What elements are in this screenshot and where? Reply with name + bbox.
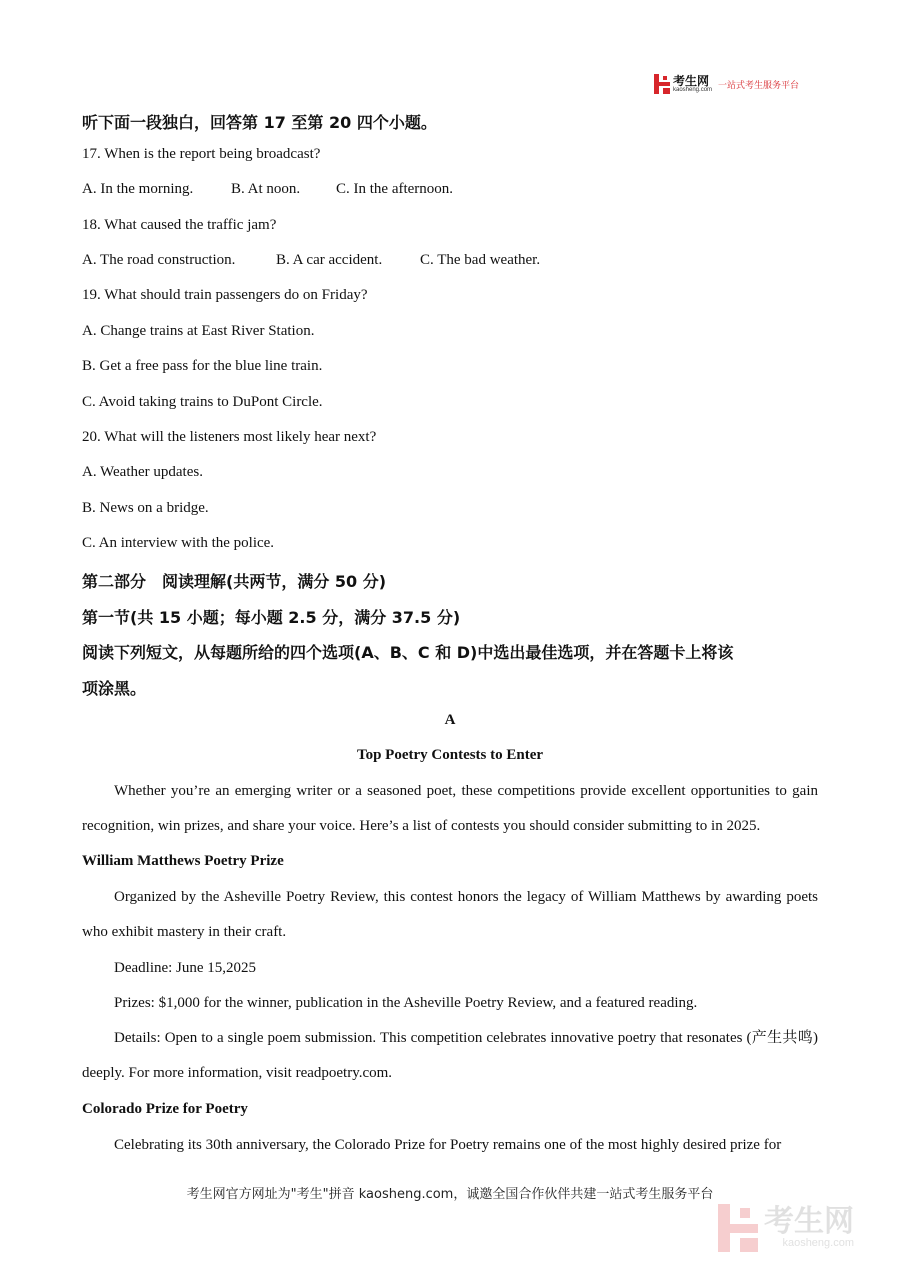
watermark-text-en: kaosheng.com [782,1237,854,1249]
logo-text-en: kaosheng.com [673,87,713,93]
logo-slogan: 一站式考生服务平台 [718,80,800,91]
option-20a: A. Weather updates. [82,464,203,480]
contest1-prizes: Prizes: $1,000 for the winner, publication in the Asheville Poetry Review, and a featured reading. [114,995,698,1011]
page-footer: 考生网官方网址为"考生"拼音 kaosheng.com，诚邀全国合作伙伴共建一站式考生服务平台 [186,1187,714,1202]
question-18-options [82,252,540,269]
option-19a: A. Change trains at East River Station. [82,323,315,339]
question-20: 20. What will the listeners most likely hear next? [82,429,377,445]
option-18c: C. The bad weather. [420,252,541,268]
question-18: 18. What caused the traffic jam? [82,217,277,233]
reading-instruction-line1: 阅读下列短文，从每题所给的四个选项(A、B、C 和 D)中选出最佳选项，并在答题卡上将该 [82,643,734,662]
question-19: 19. What should train passengers do on Friday? [82,287,368,303]
contest1-deadline: Deadline: June 15,2025 [114,960,257,976]
passage-title: Top Poetry Contests to Enter [356,747,544,763]
option-17c: C. In the afternoon. [336,181,454,197]
contest1-details: Details: Open to a single poem submission. This competition celebrates innovative poetry that resonates (产生共鸣) deeply. For more information, visit readpoetry.com. [82,1030,818,1082]
option-20c: C. An interview with the police. [82,535,275,551]
kaosheng-logo-icon [654,74,670,94]
option-18a: A. The road construction. [82,252,236,268]
watermark-logo-icon [718,1204,758,1252]
subsection-title: 第一节(共 15 小题；每小题 2.5 分，满分 37.5 分) [82,608,461,627]
passage-label: A [444,712,456,728]
question-17: 17. When is the report being broadcast? [82,146,321,162]
option-17b: B. At noon. [231,181,301,197]
part-title: 第二部分 阅读理解(共两节，满分 50 分) [82,572,387,591]
logo-text-cn: 考生网 [673,74,710,88]
listening-instruction: 听下面一段独白，回答第 17 至第 20 四个小题。 [82,113,437,132]
watermark [718,1204,854,1252]
contest1-description: Organized by the Asheville Poetry Review, this contest honors the legacy of William Matthews by awarding poets who exhibit mastery in their craft. [82,889,818,941]
reading-instruction-line2: 项涂黑。 [82,679,147,698]
contest2-name: Colorado Prize for Poetry [82,1101,248,1117]
header-logo [654,72,799,96]
passage-intro: Whether you’re an emerging writer or a seasoned poet, these competitions provide excellent opportunities to gain recognition, win prizes, and share your voice. Here’s a list of contests you should consider submitting to in 2025. [82,783,818,835]
option-19c: C. Avoid taking trains to DuPont Circle. [82,394,323,410]
watermark-text-cn: 考生网 [764,1204,854,1239]
question-17-options [82,181,453,198]
contest1-name: William Matthews Poetry Prize [82,853,284,869]
option-18b: B. A car accident. [276,252,383,268]
option-20b: B. News on a bridge. [82,500,209,516]
contest2-description: Celebrating its 30th anniversary, the Colorado Prize for Poetry remains one of the most highly desired prize for [114,1137,782,1153]
option-17a: A. In the morning. [82,181,194,197]
option-19b: B. Get a free pass for the blue line train. [82,358,323,374]
